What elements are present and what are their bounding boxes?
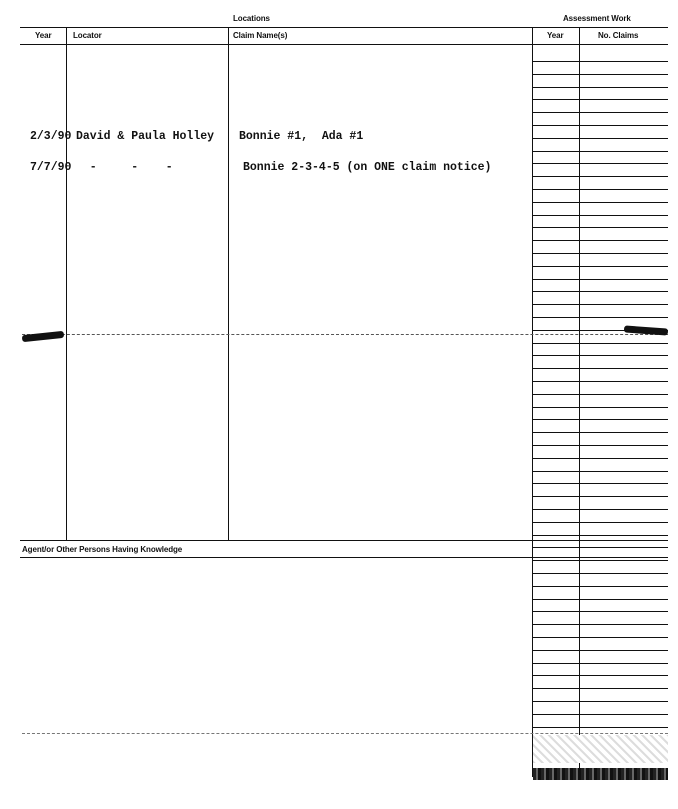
col-aw-no-claims-header: No. Claims — [598, 31, 639, 40]
aw-ruled-line — [532, 471, 668, 472]
aw-ruled-line — [532, 509, 668, 510]
aw-ruled-line — [532, 547, 668, 548]
aw-ruled-line — [532, 202, 668, 203]
aw-ruled-line — [532, 407, 668, 408]
aw-ruled-line — [532, 688, 668, 689]
agent-top-rule — [20, 540, 668, 541]
aw-ruled-line — [532, 368, 668, 369]
entry-2-year: 7/7/90 — [30, 161, 72, 174]
col-year-header: Year — [35, 31, 52, 40]
aw-ruled-line — [532, 240, 668, 241]
aw-ruled-line — [532, 112, 668, 113]
aw-ruled-line — [532, 419, 668, 420]
aw-ruled-line — [532, 458, 668, 459]
aw-ruled-line — [532, 701, 668, 702]
aw-ruled-line — [532, 227, 668, 228]
aw-ruled-line — [532, 304, 668, 305]
top-rule — [20, 27, 668, 28]
entry-2-locator: - - - — [76, 161, 173, 174]
aw-ruled-line — [532, 355, 668, 356]
aw-ruled-line — [532, 675, 668, 676]
aw-ruled-line — [532, 61, 668, 62]
col-divider-year — [66, 27, 67, 541]
aw-ruled-line — [532, 394, 668, 395]
aw-ruled-line — [532, 279, 668, 280]
aw-ruled-line — [532, 176, 668, 177]
aw-ruled-line — [532, 483, 668, 484]
aw-ruled-line — [532, 573, 668, 574]
aw-ruled-line — [532, 151, 668, 152]
agent-heading: Agent/or Other Persons Having Knowledge — [22, 545, 183, 554]
locations-heading: Locations — [233, 14, 270, 23]
aw-ruled-line — [532, 611, 668, 612]
aw-ruled-line — [532, 727, 668, 728]
aw-ruled-line — [532, 445, 668, 446]
aw-ruled-line — [532, 125, 668, 126]
aw-ruled-line — [532, 138, 668, 139]
aw-ruled-line — [532, 535, 668, 536]
aw-ruled-line — [532, 215, 668, 216]
aw-ruled-line — [532, 714, 668, 715]
aw-ruled-line — [532, 343, 668, 344]
col-locator-header: Locator — [73, 31, 102, 40]
col-divider-locator — [228, 27, 229, 541]
col-divider-claims — [532, 27, 533, 777]
entry-1-year: 2/3/90 — [30, 130, 72, 143]
aw-ruled-line — [532, 560, 668, 561]
aw-ruled-line — [532, 663, 668, 664]
aw-ruled-line — [532, 381, 668, 382]
aw-ruled-line — [532, 291, 668, 292]
aw-ruled-line — [532, 189, 668, 190]
scan-speckle — [533, 735, 668, 763]
col-claim-names-header: Claim Name(s) — [233, 31, 288, 40]
scan-noise-bottom — [22, 733, 668, 734]
aw-ruled-line — [532, 599, 668, 600]
aw-ruled-line — [532, 624, 668, 625]
aw-ruled-line — [532, 586, 668, 587]
entry-2-claims: Bonnie 2-3-4-5 (on ONE claim notice) — [243, 161, 492, 174]
scan-dark-strip — [533, 768, 668, 780]
agent-bottom-rule — [20, 557, 668, 558]
aw-ruled-line — [532, 266, 668, 267]
header-bottom-rule — [20, 44, 668, 45]
edge-mark-left — [22, 331, 65, 342]
aw-ruled-line — [532, 253, 668, 254]
entry-1-claims: Bonnie #1, Ada #1 — [239, 130, 364, 143]
aw-ruled-line — [532, 99, 668, 100]
assessment-work-heading: Assessment Work — [563, 14, 631, 23]
aw-ruled-line — [532, 496, 668, 497]
col-divider-aw — [579, 27, 580, 777]
aw-ruled-line — [532, 650, 668, 651]
col-aw-year-header: Year — [547, 31, 564, 40]
aw-ruled-line — [532, 317, 668, 318]
aw-ruled-line — [532, 163, 668, 164]
entry-1-locator: David & Paula Holley — [76, 130, 215, 143]
aw-ruled-line — [532, 637, 668, 638]
fold-line — [22, 334, 668, 335]
aw-ruled-line — [532, 522, 668, 523]
aw-ruled-line — [532, 74, 668, 75]
aw-ruled-line — [532, 87, 668, 88]
aw-ruled-line — [532, 432, 668, 433]
